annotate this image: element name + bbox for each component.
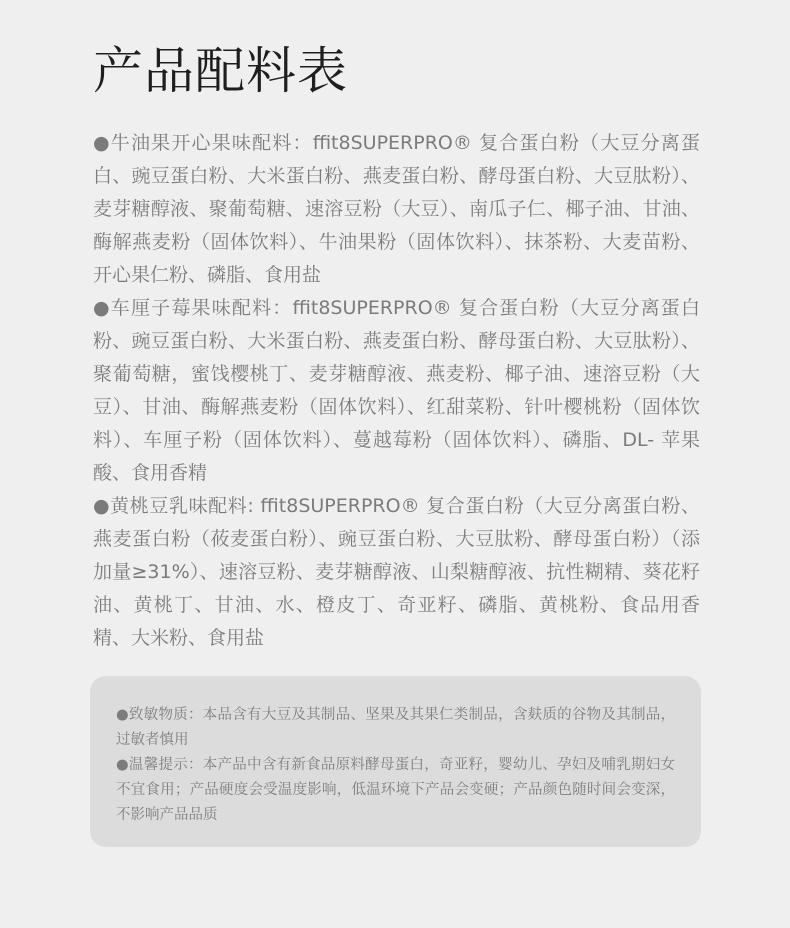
notice-box (90, 676, 701, 847)
bullet-icon: ● (116, 757, 129, 773)
bullet-icon: ● (116, 707, 129, 723)
allergen-notice (116, 703, 675, 753)
ingredient-text: 黄桃豆乳味配料: ffit8SUPERPRO® 复合蛋白粉（大豆分离蛋白粉、燕麦蛋白粉（莜麦蛋白粉）、豌豆蛋白粉、大豆肽粉、酵母蛋白粉）（添加量≥31%）、速溶豆粉、麦芽糖醇液、山梨糖醇液、抗性糊精、葵花籽油、黄桃丁、甘油、水、橙皮丁、奇亚籽、磷脂、黄桃粉、食品用香精、大米粉、食用盐 (93, 495, 700, 649)
bullet-icon: ● (93, 132, 111, 154)
notice-text: 温馨提示：本产品中含有新食品原料酵母蛋白，奇亚籽，婴幼儿、孕妇及哺乳期妇女不宜食用；产品硬度会受温度影响，低温环境下产品会变硬；产品颜色随时间会变深，不影响产品品质 (116, 757, 675, 823)
ingredient-text: 牛油果开心果味配料：ffit8SUPERPRO® 复合蛋白粉（大豆分离蛋白、豌豆蛋白粉、大米蛋白粉、燕麦蛋白粉、酵母蛋白粉、大豆肽粉）、麦芽糖醇液、聚葡萄糖、速溶豆粉（大豆）、南瓜子仁、椰子油、甘油、酶解燕麦粉（固体饮料）、牛油果粉（固体饮料）、抹茶粉、大麦苗粉、开心果仁粉、磷脂、食用盐 (93, 132, 700, 286)
page-title: 产品配料表 (93, 42, 348, 100)
ingredient-list (93, 127, 700, 655)
bullet-icon: ● (93, 297, 111, 319)
warm-tip-notice (116, 753, 675, 828)
ingredient-text: 车厘子莓果味配料：ffit8SUPERPRO® 复合蛋白粉（大豆分离蛋白粉、豌豆蛋白粉、大米蛋白粉、燕麦蛋白粉、酵母蛋白粉、大豆肽粉）、聚葡萄糖，蜜饯樱桃丁、麦芽糖醇液、燕麦粉、椰子油、速溶豆粉（大豆）、甘油、酶解燕麦粉（固体饮料）、红甜菜粉、针叶樱桃粉（固体饮料）、车厘子粉（固体饮料）、蔓越莓粉（固体饮料）、磷脂、DL- 苹果酸、食用香精 (93, 297, 700, 484)
ingredient-peach-soymilk (93, 490, 700, 655)
ingredient-cherry-berry (93, 292, 700, 490)
bullet-icon: ● (93, 495, 111, 517)
notice-text: 致敏物质：本品含有大豆及其制品、坚果及其果仁类制品，含麸质的谷物及其制品，过敏者慎用 (116, 707, 675, 748)
ingredient-avocado-pistachio (93, 127, 700, 292)
